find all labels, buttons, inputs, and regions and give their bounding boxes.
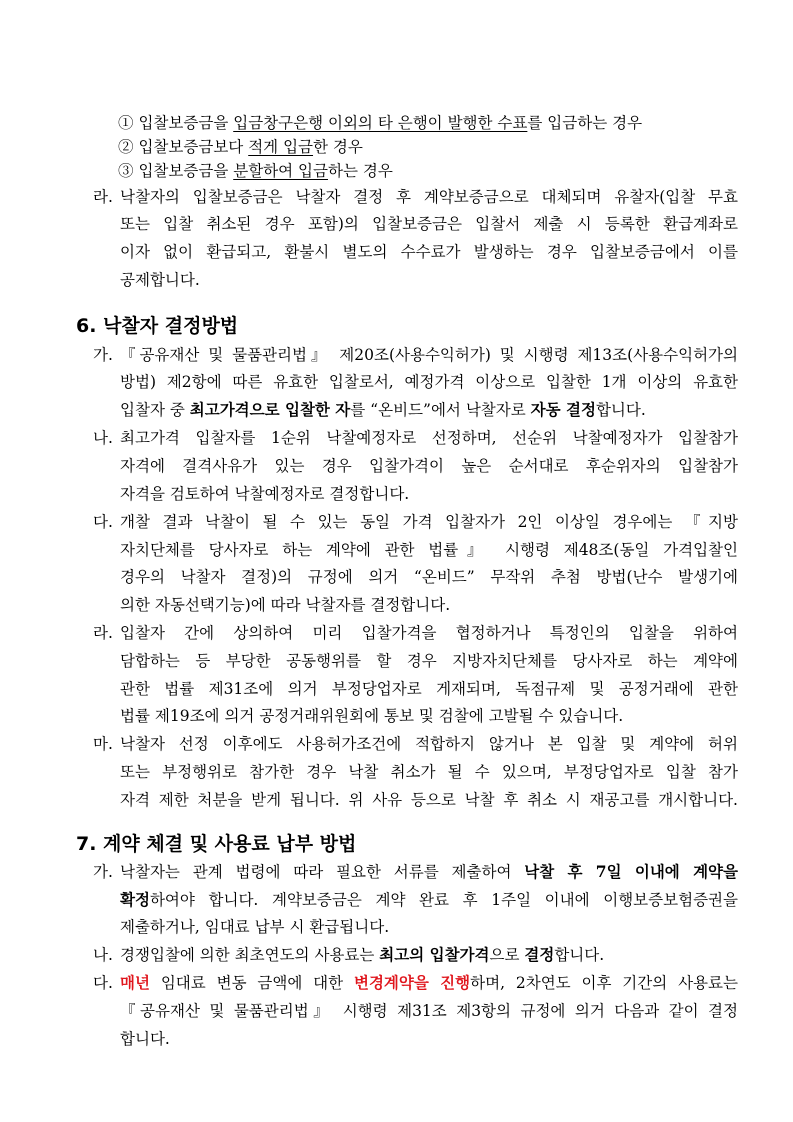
- section-heading: 6. 낙찰자 결정방법: [76, 315, 239, 337]
- paragraph-line: [120, 862, 738, 882]
- text-run: 낙찰자는 관계 법령에 따라 필요한 서류를 제출하여: [120, 863, 525, 881]
- paragraph-line: 관한 법률 제31조에 의거 부정당업자로 게재되며, 독점규제 및 공정거래에 관한: [120, 680, 738, 698]
- text-run: 하여야 합니다. 계약보증금은 계약 완료 후 1주일 이내에 이행보증보험증권을: [149, 891, 738, 909]
- item-marker: 라.: [93, 188, 113, 206]
- paragraph-line: 또는 입찰 취소된 경우 포함)의 입찰보증금은 입찰서 제출 시 등록한 환급계좌로: [120, 215, 738, 233]
- text-run: 합니다.: [595, 401, 646, 419]
- item-marker: 다.: [93, 513, 113, 531]
- underlined-text: 입금창구은행 이외의 타 은행이 발행한 수표: [233, 114, 528, 132]
- sub-item-marker: ①: [118, 114, 134, 132]
- sub-item-text: 하는 경우: [327, 162, 393, 180]
- paragraph-line: 자격에 결격사유가 있는 경우 입찰가격이 높은 순서대로 후순위자의 입찰참가: [120, 457, 738, 475]
- paragraph-line: 낙찰자의 입찰보증금은 낙찰자 결정 후 계약보증금으로 대체되며 유찰자(입찰 무효: [120, 188, 738, 206]
- paragraph-line: 방법) 제2항에 따른 유효한 입찰로서, 예정가격 이상으로 입찰한 1개 이상의 유효한: [120, 373, 738, 391]
- paragraph-line: 의한 자동선택기능)에 따라 낙찰자를 결정합니다.: [120, 596, 451, 614]
- paragraph-line: 이자 없이 환급되고, 환불시 별도의 수수료가 발생하는 경우 입찰보증금에서 이를: [120, 243, 738, 261]
- paragraph-line: [120, 400, 646, 420]
- section-heading: 7. 계약 체결 및 사용료 납부 방법: [76, 833, 357, 855]
- underlined-text: 분할하여 입금: [233, 162, 328, 180]
- paragraph-line: 또는 부정행위로 참가한 경우 낙찰 취소가 될 수 있으며, 부정당업자로 입찰 참가: [120, 763, 738, 781]
- bold-text: 자동 결정: [530, 400, 596, 419]
- paragraph-line: 최고가격 입찰자를 1순위 낙찰예정자로 선정하며, 선순위 낙찰예정자가 입찰참가: [120, 429, 738, 447]
- bold-text: 확정: [120, 890, 150, 909]
- paragraph-line: 자격을 검토하여 낙찰예정자로 결정합니다.: [120, 485, 410, 503]
- paragraph-line: [120, 890, 738, 910]
- sub-item-text: 입찰보증금을: [138, 114, 234, 132]
- text-run: 하며, 2차연도 이후 기간의 사용료는: [470, 974, 738, 992]
- underlined-text: 적게 입금: [248, 138, 314, 156]
- item-marker: 나.: [93, 946, 113, 964]
- paragraph-line: 담합하는 등 부당한 공동행위를 할 경우 지방자치단체를 당사자로 하는 계약에: [120, 652, 738, 670]
- item-marker: 가.: [93, 346, 113, 364]
- sub-item-text: 를 입금하는 경우: [527, 114, 643, 132]
- bold-text: 최고의 입찰가격: [379, 945, 490, 964]
- text-run: 임대료 변동 금액에 대한: [149, 974, 354, 992]
- paragraph-line: 『공유재산 및 물품관리법』 제20조(사용수익허가) 및 시행령 제13조(사용수익허가의: [120, 346, 738, 364]
- text-run: 합니다.: [554, 946, 605, 964]
- bold-text: 결정: [524, 945, 555, 964]
- item-marker: 나.: [93, 429, 113, 447]
- sub-item-marker: ③: [118, 162, 134, 180]
- paragraph-line: 합니다.: [120, 1030, 170, 1048]
- text-run: 경쟁입찰에 의한 최초연도의 사용료는: [120, 946, 380, 964]
- paragraph-line: 낙찰자 선정 이후에도 사용허가조건에 적합하지 않거나 본 입찰 및 계약에 허위: [120, 735, 738, 753]
- sub-item-1: [118, 113, 642, 133]
- sub-item-text: 입찰보증금보다: [138, 138, 249, 156]
- red-highlight-text: 매년: [120, 973, 150, 992]
- paragraph-line: 법률 제19조에 의거 공정거래위원회에 통보 및 검찰에 고발될 수 있습니다.: [120, 707, 624, 725]
- item-marker: 라.: [93, 624, 113, 642]
- item-marker: 마.: [93, 735, 113, 753]
- item-marker: 가.: [93, 863, 113, 881]
- text-run: 를 “온비드”에서 낙찰자로: [350, 401, 531, 419]
- red-highlight-text: 변경계약을 진행: [353, 973, 471, 992]
- item-marker: 다.: [93, 974, 113, 992]
- sub-item-2: [118, 137, 363, 157]
- sub-item-text: 입찰보증금을: [138, 162, 234, 180]
- paragraph-line: 『공유재산 및 물품관리법』 시행령 제31조 제3항의 규정에 의거 다음과 같이 결정: [120, 1002, 738, 1020]
- bold-text: 낙찰 후 7일 이내에 계약을: [524, 862, 738, 881]
- paragraph-line: 자치단체를 당사자로 하는 계약에 관한 법률』 시행령 제48조(동일 가격입찰인: [120, 541, 738, 559]
- paragraph-line: [120, 945, 604, 965]
- sub-item-3: [118, 161, 393, 181]
- paragraph-line: 경우의 낙찰자 결정)의 규정에 의거 “온비드” 무작위 추첨 방법(난수 발생기에: [120, 568, 738, 586]
- paragraph-line: 입찰자 간에 상의하여 미리 입찰가격을 협정하거나 특정인의 입찰을 위하여: [120, 624, 738, 642]
- paragraph-line: 공제합니다.: [120, 271, 200, 289]
- text-run: 으로: [489, 946, 525, 964]
- sub-item-text: 한 경우: [313, 138, 363, 156]
- paragraph-line: 개찰 결과 낙찰이 될 수 있는 동일 가격 입찰자가 2인 이상일 경우에는 『지방: [120, 513, 738, 531]
- paragraph-line: 제출하거나, 임대료 납부 시 환급됩니다.: [120, 918, 390, 936]
- sub-item-marker: ②: [118, 138, 134, 156]
- paragraph-line: 자격 제한 처분을 받게 됩니다. 위 사유 등으로 낙찰 후 취소 시 재공고를 개시합니다.: [120, 791, 738, 809]
- text-run: 입찰자 중: [120, 401, 190, 419]
- bold-text: 최고가격으로 입찰한 자: [189, 400, 351, 419]
- paragraph-line: [120, 973, 738, 993]
